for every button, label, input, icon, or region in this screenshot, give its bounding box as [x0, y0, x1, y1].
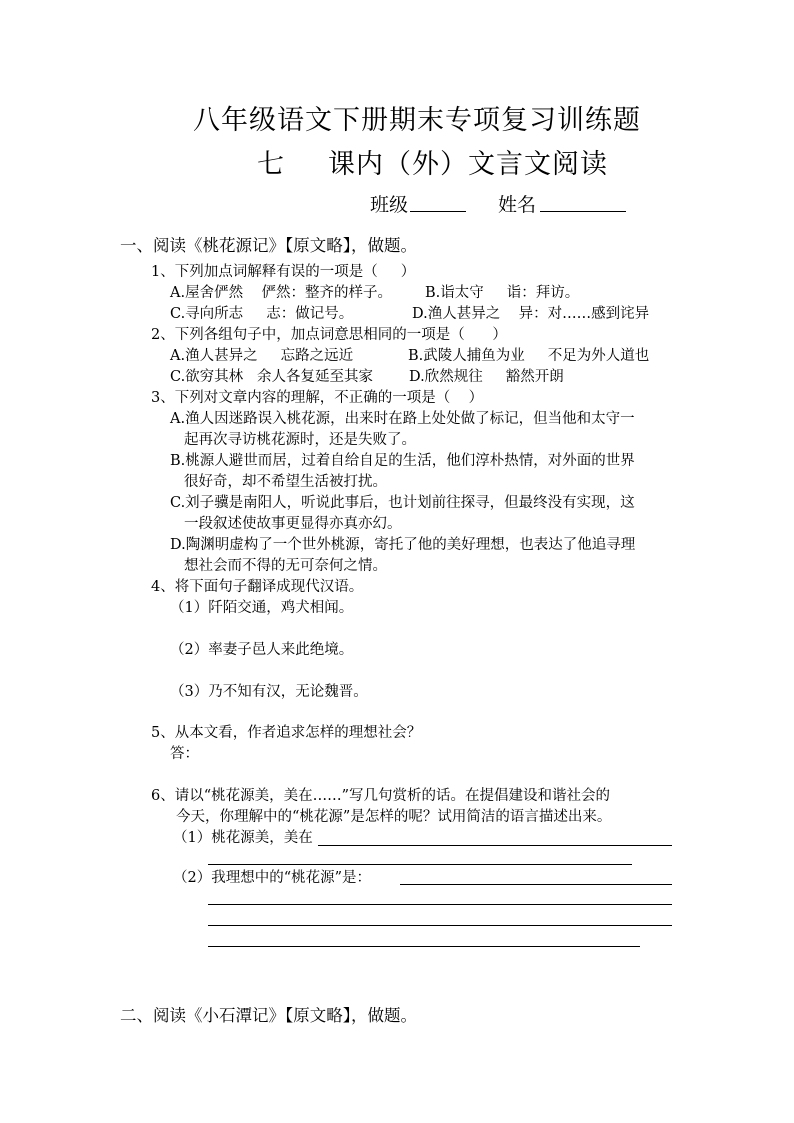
- question-3-option-b-line-2: 很好奇，却不希望生活被打扰。: [184, 474, 387, 490]
- question-5-answer-label: 答：: [170, 746, 199, 762]
- section-1-heading: 一、阅读《桃花源记》【原文略】，做题。: [120, 236, 417, 255]
- question-6-stem-line-2: 今天，你理解中的“桃花源”是怎样的呢？试用简洁的语言描述出来。: [176, 809, 612, 825]
- answer-line[interactable]: [208, 946, 640, 947]
- question-6-stem-line-1: 6、请以“桃花源美，美在……”写几句赏析的话。在提倡建设和谐社会的: [151, 788, 611, 804]
- subtitle-number: 七: [257, 149, 285, 180]
- question-4-stem: 4、将下面句子翻译成现代汉语。: [151, 579, 364, 595]
- page-title: 八年级语文下册期末专项复习训练题: [193, 105, 641, 136]
- question-1-option-c: C.寻向所志 志：做记号。: [170, 306, 354, 322]
- question-2-option-d: D.欣然规往 豁然开朗: [409, 369, 564, 385]
- subtitle: 课内（外）文言文阅读: [328, 149, 608, 180]
- question-6-sub-1-label: （1）桃花源美，美在: [173, 830, 313, 846]
- answer-line[interactable]: [318, 845, 672, 846]
- question-1-option-d: D.渔人甚异之 异：对……感到诧异: [412, 306, 650, 322]
- question-3-option-d-line-2: 想社会而不得的无可奈何之情。: [184, 558, 387, 574]
- question-4-sentence-1: （1）阡陌交通，鸡犬相闻。: [170, 600, 354, 616]
- question-3-option-a-line-1: A.渔人因迷路误入桃花源，出来时在路上处处做了标记，但当他和太守一: [170, 411, 635, 427]
- question-1-stem: 1、下列加点词解释有误的一项是（ ）: [151, 264, 416, 280]
- question-3-option-a-line-2: 起再次寻访桃花源时，还是失败了。: [184, 432, 416, 448]
- question-3-option-c-line-2: 一段叙述使故事更显得亦真亦幻。: [184, 516, 402, 532]
- class-label: 班级: [370, 194, 409, 216]
- answer-line[interactable]: [208, 864, 632, 865]
- question-2-option-a: A.渔人甚异之 忘路之远近: [170, 348, 354, 364]
- name-label: 姓名: [498, 194, 537, 216]
- question-1-option-a: A.屋舍俨然 俨然：整齐的样子。: [170, 285, 393, 301]
- question-4-sentence-3: （3）乃不知有汉，无论魏晋。: [170, 684, 368, 700]
- question-3-option-c-line-1: C.刘子骥是南阳人，听说此事后，也计划前往探寻，但最终没有实现，这: [170, 495, 635, 511]
- name-blank[interactable]: [540, 211, 626, 212]
- class-blank[interactable]: [410, 211, 466, 212]
- question-3-option-d-line-1: D.陶渊明虚构了一个世外桃源，寄托了他的美好理想，也表达了他追寻理: [170, 537, 636, 553]
- section-2-heading: 二、阅读《小石潭记》【原文略】，做题。: [120, 1006, 417, 1025]
- question-2-option-b: B.武陵人捕鱼为业 不足为外人道也: [408, 348, 650, 364]
- question-4-sentence-2: （2）率妻子邑人来此绝境。: [170, 642, 354, 658]
- question-3-option-b-line-1: B.桃源人避世而居，过着自给自足的生活，他们淳朴热情，对外面的世界: [170, 453, 635, 469]
- question-1-option-b: B.诣太守 诣：拜访。: [425, 285, 580, 301]
- answer-line[interactable]: [208, 925, 672, 926]
- question-6-sub-2-label: （2）我理想中的“桃花源”是：: [173, 870, 372, 886]
- answer-line[interactable]: [208, 904, 672, 905]
- question-2-stem: 2、下列各组句子中，加点词意思相同的一项是（ ）: [151, 327, 507, 343]
- question-2-option-c: C.欲穷其林 余人各复延至其家: [170, 369, 374, 385]
- question-3-stem: 3、下列对文章内容的理解，不正确的一项是（ ）: [151, 390, 484, 406]
- question-5-stem: 5、从本文看，作者追求怎样的理想社会？: [151, 725, 422, 741]
- answer-line[interactable]: [400, 884, 672, 885]
